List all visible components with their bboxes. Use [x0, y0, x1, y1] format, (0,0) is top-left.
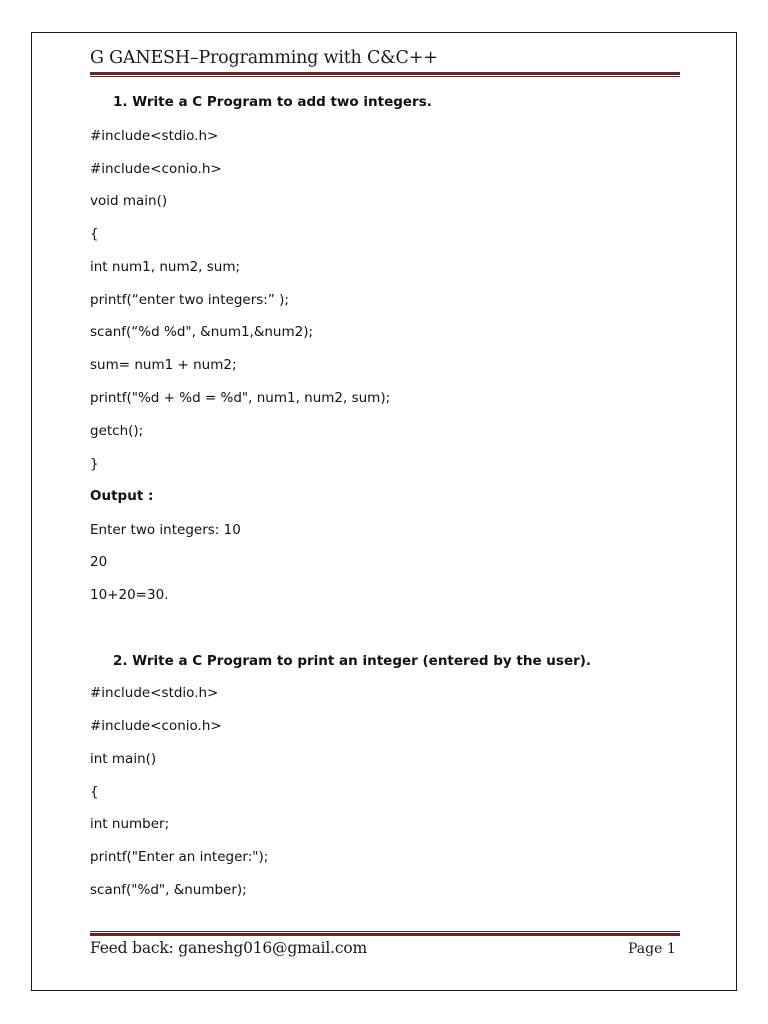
code-line: int num1, num2, sum; [90, 259, 241, 275]
code-line: #include<stdio.h> [90, 128, 219, 144]
section-1-heading: 1. Write a C Program to add two integers. [113, 94, 432, 110]
code-line: void main() [90, 193, 168, 209]
header-rule [90, 72, 680, 77]
section-2-heading: 2. Write a C Program to print an integer (entered by the user). [113, 653, 592, 669]
footer-rule [90, 931, 680, 936]
footer-feedback: Feed back: ganeshg016@gmail.com [90, 939, 367, 957]
code-line: getch(); [90, 423, 144, 439]
output-label: Output : [90, 488, 154, 504]
page-number: Page 1 [628, 941, 676, 957]
output-line: 20 [90, 554, 108, 570]
code-line: #include<conio.h> [90, 718, 222, 734]
code-line: } [90, 456, 99, 472]
code-line: scanf(“%d %d", &num1,&num2); [90, 324, 314, 340]
code-line: { [90, 784, 99, 800]
code-line: #include<conio.h> [90, 161, 222, 177]
code-line: scanf("%d", &number); [90, 882, 247, 898]
code-line: #include<stdio.h> [90, 685, 219, 701]
code-line: printf("%d + %d = %d", num1, num2, sum); [90, 390, 391, 406]
code-line: { [90, 226, 99, 242]
code-line: printf("Enter an integer:"); [90, 849, 269, 865]
output-line: 10+20=30. [90, 587, 169, 603]
code-line: sum= num1 + num2; [90, 357, 237, 373]
header-title: G GANESH–Programming with C&C++ [90, 48, 438, 68]
code-line: int number; [90, 816, 170, 832]
code-line: int main() [90, 751, 157, 767]
code-line: printf(“enter two integers:” ); [90, 292, 289, 308]
output-line: Enter two integers: 10 [90, 522, 241, 538]
